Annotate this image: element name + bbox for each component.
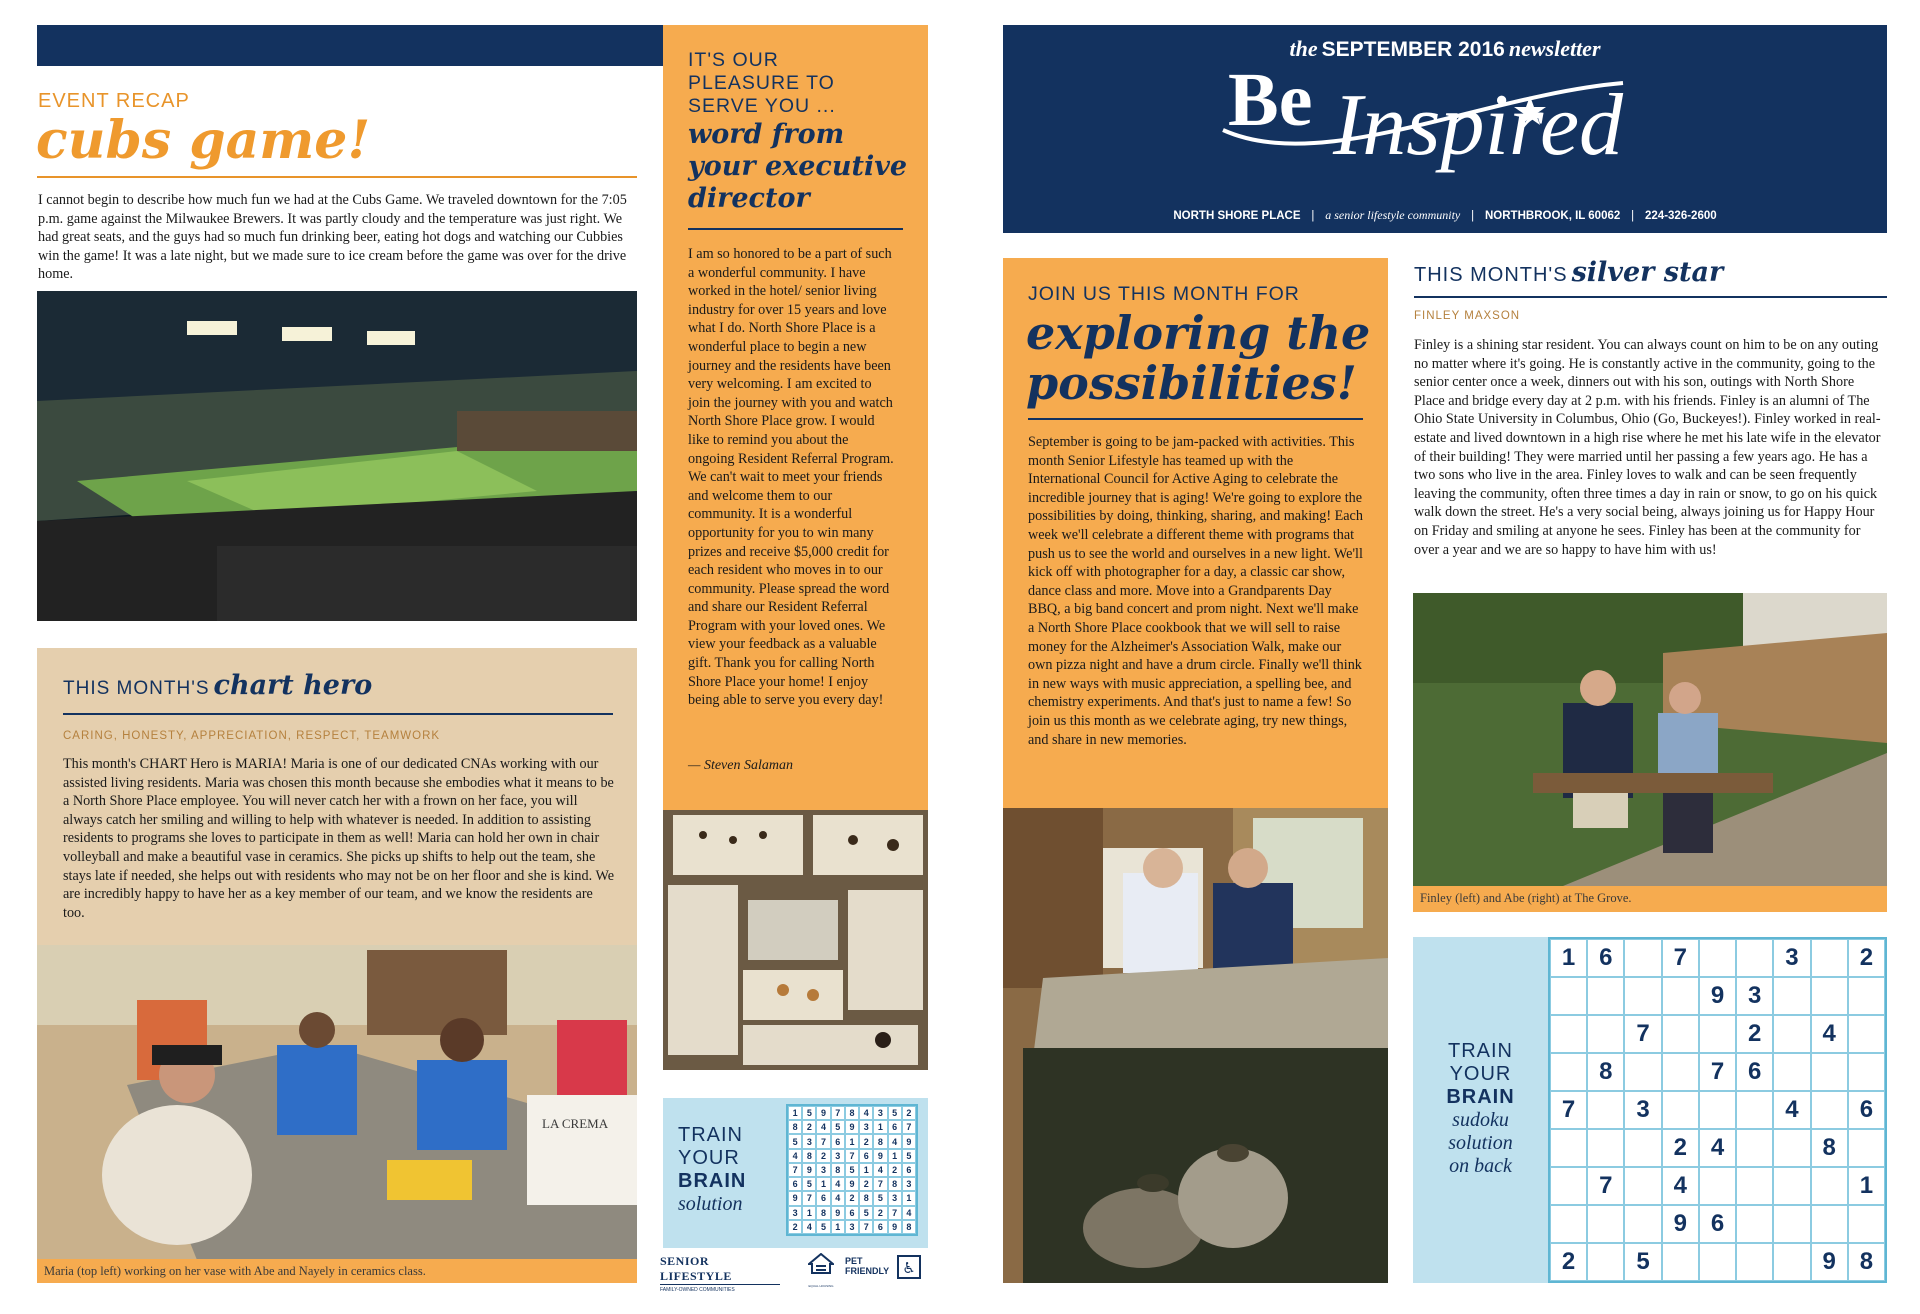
sudoku-cell <box>1736 1205 1773 1243</box>
executive-title-line1: word from <box>688 119 845 150</box>
sudoku-cell <box>1811 1167 1848 1205</box>
sudoku-cell: 2 <box>1848 939 1885 977</box>
mini-sudoku-cell: 4 <box>831 1177 845 1191</box>
mini-sudoku-cell: 2 <box>845 1191 859 1205</box>
mini-sudoku-cell: 1 <box>845 1134 859 1148</box>
mini-sudoku-cell: 7 <box>888 1206 902 1220</box>
sudoku-cell <box>1848 1015 1885 1053</box>
executive-signature: — Steven Salaman <box>688 758 793 773</box>
sudoku-cell <box>1736 1167 1773 1205</box>
sudoku-cell <box>1662 1243 1699 1281</box>
sudoku-cell: 2 <box>1662 1129 1699 1167</box>
sudoku-cell <box>1662 1053 1699 1091</box>
mini-sudoku-cell: 9 <box>816 1106 830 1120</box>
sudoku-cell <box>1624 977 1661 1015</box>
sudoku-cell: 3 <box>1624 1091 1661 1129</box>
sudoku-cell <box>1773 1167 1810 1205</box>
sudoku-cell <box>1848 1053 1885 1091</box>
masthead-sep1: | <box>1311 210 1315 222</box>
silver-star-name: FINLEY MAXSON <box>1414 310 1521 322</box>
sudoku-cell <box>1624 1129 1661 1167</box>
pet-friendly-line1: PET <box>845 1256 863 1266</box>
sudoku-cell: 6 <box>1848 1091 1885 1129</box>
mini-sudoku-cell: 1 <box>873 1120 887 1134</box>
sudoku-cell <box>1699 1091 1736 1129</box>
sudoku-cell: 6 <box>1699 1205 1736 1243</box>
executive-kicker <box>688 49 836 118</box>
mini-sudoku-cell: 1 <box>859 1163 873 1177</box>
sudoku-cell <box>1773 1243 1810 1281</box>
sudoku-cell <box>1550 977 1587 1015</box>
mini-sudoku-cell: 8 <box>802 1149 816 1163</box>
mini-sudoku-cell: 6 <box>788 1177 802 1191</box>
mini-sudoku-cell: 9 <box>902 1134 916 1148</box>
silver-star-title: silver star <box>1571 257 1724 288</box>
train-big-line1: TRAIN <box>1448 1040 1513 1062</box>
sudoku-cell: 2 <box>1550 1243 1587 1281</box>
mini-sudoku-cell: 7 <box>845 1149 859 1163</box>
mini-sudoku-cell: 9 <box>831 1206 845 1220</box>
sudoku-cell: 9 <box>1699 977 1736 1015</box>
sudoku-cell <box>1848 1129 1885 1167</box>
sudoku-cell <box>1624 1053 1661 1091</box>
chart-hero-rule <box>63 713 613 715</box>
sudoku-cell <box>1587 977 1624 1015</box>
mini-sudoku-cell: 7 <box>802 1191 816 1205</box>
mini-sudoku-cell: 9 <box>873 1149 887 1163</box>
explore-title-line1: exploring the <box>1026 306 1371 360</box>
sudoku-cell <box>1699 939 1736 977</box>
mini-sudoku-cell: 2 <box>816 1149 830 1163</box>
mini-sudoku-cell: 4 <box>859 1106 873 1120</box>
executive-body: I am so honored to be a part of such a wonderful community. I have worked in the hotel/ senior living industry for over 15 years and love what I do. North Shore Place is a wonderful place to begin a new journey and the residents have been very welcoming. I am excited to join the journey with you and watch North Shore Place grow. I would like to remind you about the ongoing Resident Referral Program. We can't wait to meet your friends and welcome them to our community. It is a wonderful opportunity for you to win many prizes and receive $5,000 credit for each resident who moves in to our community. Please spread the word and share our Resident Referral Program with your loved ones. We view your feedback as a valuable gift. Thank you for calling North Shore Place your home! I enjoy being able to serve you every day! <box>688 246 894 709</box>
train-big-line2: YOUR <box>1449 1063 1512 1085</box>
cubs-rule <box>37 176 637 178</box>
sudoku-cell: 5 <box>1624 1243 1661 1281</box>
equal-housing-label: EQUAL HOUSING <box>808 1284 834 1288</box>
explore-body: September is going to be jam-packed with activities. This month Senior Lifestyle has teamed up with the International Council for Active Aging to celebrate the incredible journey that is aging! We're going to explore the possibilities by doing, thinking, sharing, and making! Each week we'll celebrate a different theme with programs that push us to see the world and ourselves in a new light. We'll kick off with photographer for a day, a classic car show, dance class and more. Move into a Grandparents Day BBQ, a big band concert and prom night. Next we'll make a North Shore Place cookbook that we will sell to raise money for the Alzheimer's Association Walk, make our own pizza night and have a drum circle. Finally we'll think in new ways with music appreciation, a spelling bee, and chemistry experiments. And that's just to name a few! So join us this month as we celebrate aging, try new things, and share in new memories. <box>1028 434 1363 748</box>
cubs-title: cubs game! <box>36 110 371 171</box>
top-bar-left <box>37 25 663 66</box>
sudoku-cell <box>1811 1205 1848 1243</box>
sudoku-cell <box>1736 939 1773 977</box>
mini-sudoku-cell: 7 <box>788 1163 802 1177</box>
sudoku-cell <box>1848 977 1885 1015</box>
logo-be: Be <box>1228 58 1313 142</box>
chart-hero-kicker: THIS MONTH'S <box>63 678 210 699</box>
accessibility-icon: ♿ <box>897 1255 921 1279</box>
mini-sudoku-cell: 3 <box>831 1149 845 1163</box>
masthead-month: SEPTEMBER 2016 <box>1321 38 1505 61</box>
mini-sudoku-cell: 2 <box>859 1177 873 1191</box>
silver-star-heading <box>1414 257 1723 288</box>
sudoku-cell <box>1811 1091 1848 1129</box>
cubs-kicker: EVENT RECAP <box>38 90 190 112</box>
explore-title <box>1026 308 1370 408</box>
mini-sudoku-cell: 6 <box>902 1163 916 1177</box>
sudoku-cell <box>1587 1129 1624 1167</box>
sudoku-cell <box>1736 1091 1773 1129</box>
mini-sudoku-cell: 8 <box>888 1177 902 1191</box>
ceramics-caption: Maria (top left) working on her vase with Abe and Nayely in ceramics class. <box>44 1264 426 1278</box>
mini-sudoku-cell: 3 <box>845 1220 859 1234</box>
cubs-body: I cannot begin to describe how much fun we had at the Cubs Game. We traveled downtown for the 7:05 p.m. game against the Milwaukee Brewers. It was partly cloudy and the temperature was just right. We had great seats, and the guys had so much fun drinking beer, eating hot dogs and watching our Cubbies win the game! It was a late night, but we made sure to ice cream before the game was over for the drive home. <box>38 192 627 283</box>
mini-sudoku-cell: 5 <box>802 1177 816 1191</box>
mini-sudoku-cell: 3 <box>816 1163 830 1177</box>
sudoku-cell <box>1662 977 1699 1015</box>
mini-sudoku-cell: 4 <box>888 1134 902 1148</box>
sudoku-cell: 6 <box>1587 939 1624 977</box>
mini-sudoku-cell: 6 <box>845 1206 859 1220</box>
sudoku-cell <box>1773 1053 1810 1091</box>
finley-abe-photo <box>1413 593 1887 886</box>
executive-kicker-line3: SERVE YOU ... <box>688 95 836 117</box>
mini-sudoku-cell: 1 <box>802 1206 816 1220</box>
sudoku-cell <box>1550 1167 1587 1205</box>
mini-sudoku-cell: 3 <box>902 1177 916 1191</box>
sudoku-cell <box>1624 1167 1661 1205</box>
sudoku-cell: 8 <box>1811 1129 1848 1167</box>
mini-sudoku-cell: 4 <box>788 1149 802 1163</box>
cubs-stadium-photo <box>37 291 637 621</box>
executive-kicker-line1: IT'S OUR <box>688 49 779 71</box>
sudoku-cell <box>1699 1167 1736 1205</box>
train-small-line3: BRAIN <box>678 1170 747 1192</box>
mini-sudoku-cell: 2 <box>873 1206 887 1220</box>
sudoku-cell <box>1587 1091 1624 1129</box>
logo-inspired: Inspired <box>1333 77 1624 174</box>
mini-sudoku-cell: 8 <box>831 1163 845 1177</box>
chart-hero-values: CARING, HONESTY, APPRECIATION, RESPECT, TEAMWORK <box>63 730 441 742</box>
mini-sudoku-cell: 2 <box>788 1220 802 1234</box>
sudoku-cell <box>1773 977 1810 1015</box>
sudoku-cell <box>1587 1015 1624 1053</box>
silver-star-kicker: THIS MONTH'S <box>1414 264 1568 286</box>
sudoku-cell: 4 <box>1811 1015 1848 1053</box>
sudoku-cell: 7 <box>1624 1015 1661 1053</box>
executive-kicker-line2: PLEASURE TO <box>688 72 835 94</box>
mini-sudoku-cell: 8 <box>902 1220 916 1234</box>
mini-sudoku-cell: 7 <box>902 1120 916 1134</box>
sudoku-cell: 9 <box>1811 1243 1848 1281</box>
sudoku-cell <box>1773 1129 1810 1167</box>
mini-sudoku-cell: 5 <box>888 1106 902 1120</box>
mini-sudoku-cell: 5 <box>873 1191 887 1205</box>
train-big-line3: BRAIN <box>1446 1086 1515 1108</box>
train-small-line2: YOUR <box>678 1147 740 1169</box>
sudoku-cell <box>1550 1205 1587 1243</box>
mini-sudoku-cell: 7 <box>831 1106 845 1120</box>
mini-sudoku-cell: 1 <box>888 1149 902 1163</box>
train-small-line1: TRAIN <box>678 1124 743 1146</box>
sudoku-cell: 7 <box>1699 1053 1736 1091</box>
sudoku-cell: 1 <box>1550 939 1587 977</box>
mini-sudoku-cell: 5 <box>802 1106 816 1120</box>
mini-sudoku-cell: 3 <box>802 1134 816 1148</box>
sudoku-cell: 3 <box>1736 977 1773 1015</box>
mini-sudoku-cell: 9 <box>888 1220 902 1234</box>
pet-friendly-line2: FRIENDLY <box>845 1266 890 1276</box>
masthead-phone: 224-326-2600 <box>1645 210 1717 222</box>
sudoku-cell <box>1811 1053 1848 1091</box>
executive-rule <box>688 228 903 230</box>
mini-sudoku-cell: 3 <box>788 1206 802 1220</box>
mini-sudoku-cell: 5 <box>788 1134 802 1148</box>
mini-sudoku-cell: 5 <box>816 1220 830 1234</box>
masthead-tagline: a senior lifestyle community <box>1325 208 1461 222</box>
mini-sudoku-cell: 3 <box>873 1106 887 1120</box>
mini-sudoku-cell: 2 <box>888 1163 902 1177</box>
silver-star-rule <box>1414 296 1887 298</box>
explore-title-line2: possibilities! <box>1026 356 1357 410</box>
sudoku-cell <box>1773 1015 1810 1053</box>
explore-kicker: JOIN US THIS MONTH FOR <box>1028 283 1300 305</box>
train-brain-big-text <box>1413 1040 1548 1178</box>
mini-sudoku-cell: 1 <box>902 1191 916 1205</box>
mini-sudoku-cell: 1 <box>788 1106 802 1120</box>
masthead-sep3: | <box>1631 210 1635 222</box>
masthead-info-line <box>1003 208 1887 223</box>
sudoku-cell <box>1550 1053 1587 1091</box>
mini-sudoku-cell: 4 <box>902 1206 916 1220</box>
mini-sudoku-cell: 5 <box>845 1163 859 1177</box>
sudoku-cell: 7 <box>1662 939 1699 977</box>
mini-sudoku-cell: 9 <box>845 1120 859 1134</box>
mini-sudoku-cell: 8 <box>816 1206 830 1220</box>
executive-title <box>688 119 907 215</box>
mini-sudoku-cell: 9 <box>788 1191 802 1205</box>
sudoku-cell: 2 <box>1736 1015 1773 1053</box>
mini-sudoku-cell: 8 <box>859 1191 873 1205</box>
sudoku-cell: 7 <box>1587 1167 1624 1205</box>
explore-rule <box>1028 418 1363 420</box>
executive-title-line3: director <box>688 183 810 214</box>
mini-sudoku-cell: 4 <box>831 1191 845 1205</box>
sudoku-cell: 4 <box>1662 1167 1699 1205</box>
sudoku-cell: 3 <box>1773 939 1810 977</box>
sudoku-cell: 7 <box>1550 1091 1587 1129</box>
mini-sudoku-cell: 7 <box>859 1220 873 1234</box>
sudoku-cell <box>1662 1091 1699 1129</box>
train-big-line4: sudoku <box>1452 1109 1509 1131</box>
mini-sudoku-cell: 1 <box>816 1177 830 1191</box>
senior-lifestyle-logo-line1: SENIOR LIFESTYLE <box>660 1254 780 1285</box>
masthead-city: NORTHBROOK, IL 60062 <box>1485 210 1621 222</box>
insect-collection-photo <box>663 810 928 1070</box>
mini-sudoku-cell: 6 <box>816 1191 830 1205</box>
sudoku-cell: 8 <box>1587 1053 1624 1091</box>
mini-sudoku-cell: 9 <box>845 1177 859 1191</box>
mini-sudoku-cell: 7 <box>816 1134 830 1148</box>
sudoku-cell: 4 <box>1773 1091 1810 1129</box>
sudoku-cell: 8 <box>1848 1243 1885 1281</box>
mini-sudoku-cell: 5 <box>859 1206 873 1220</box>
mini-sudoku-cell: 6 <box>831 1134 845 1148</box>
mini-sudoku-cell: 1 <box>831 1220 845 1234</box>
sudoku-cell <box>1587 1205 1624 1243</box>
sudoku-cell: 9 <box>1662 1205 1699 1243</box>
mini-sudoku-cell: 4 <box>816 1120 830 1134</box>
sudoku-grid <box>1548 937 1887 1283</box>
mini-sudoku-cell: 4 <box>802 1220 816 1234</box>
sudoku-cell <box>1699 1243 1736 1281</box>
mini-sudoku-cell: 2 <box>859 1134 873 1148</box>
masthead-sep2: | <box>1471 210 1475 222</box>
mini-sudoku-cell: 3 <box>859 1120 873 1134</box>
mini-sudoku-cell: 3 <box>888 1191 902 1205</box>
mini-sudoku-cell: 6 <box>873 1220 887 1234</box>
mini-sudoku-cell: 8 <box>845 1106 859 1120</box>
mini-sudoku-cell: 9 <box>802 1163 816 1177</box>
train-big-line5: solution <box>1448 1132 1513 1154</box>
mini-sudoku-cell: 8 <box>788 1120 802 1134</box>
mini-sudoku-cell: 5 <box>902 1149 916 1163</box>
senior-lifestyle-logo <box>660 1254 780 1293</box>
sudoku-cell <box>1848 1205 1885 1243</box>
mini-sudoku-cell: 5 <box>831 1120 845 1134</box>
masthead-newsletter: newsletter <box>1508 36 1601 61</box>
chart-hero-title: chart hero <box>213 670 373 701</box>
masthead-the: the <box>1289 36 1318 61</box>
la-crema-sign: LA CREMA <box>542 1116 609 1131</box>
sudoku-cell <box>1736 1243 1773 1281</box>
train-small-line4: solution <box>678 1193 743 1215</box>
mini-sudoku-grid <box>786 1104 918 1236</box>
sudoku-cell <box>1624 1205 1661 1243</box>
mini-sudoku-cell: 2 <box>802 1120 816 1134</box>
sudoku-cell <box>1662 1015 1699 1053</box>
sudoku-cell <box>1736 1129 1773 1167</box>
train-big-line6: on back <box>1449 1155 1512 1177</box>
mini-sudoku-cell: 2 <box>902 1106 916 1120</box>
executive-title-line2: your executive <box>688 151 908 182</box>
be-inspired-logo <box>1003 55 1887 205</box>
masthead-place: NORTH SHORE PLACE <box>1173 210 1301 222</box>
mini-sudoku-cell: 6 <box>888 1120 902 1134</box>
silver-star-body: Finley is a shining star resident. You can always count on him to be on any outing no matter where it's going. He is constantly active in the community, going to the senior center once a week, dinners out with his son, outings with North Shore Place and bridge every day at 2 p.m. with his friends. Finley is an alumni of The Ohio State University in Columbus, Ohio (Go, Buckeyes!). Finley worked in real-estate and lived downtown in a high rise where he met his late wife in the elevator of their building! They were married until her passing a few years ago. He has a two sons who live in the area. Finley loves to walk and can be seen frequently leaving the community, often three times a day in rain or snow, to go on his quick walk down the street. He's a very social being, always joining us for Happy Hour on Friday and smiling at anyone he sees. Finley has been at the community for over a year and we are so happy to have him with us! <box>1414 337 1881 558</box>
sudoku-cell: 6 <box>1736 1053 1773 1091</box>
ceramics-class-photo <box>37 945 637 1260</box>
turtle-pond-photo <box>1003 808 1388 1283</box>
finley-caption: Finley (left) and Abe (right) at The Grove. <box>1420 891 1632 905</box>
sudoku-cell: 1 <box>1848 1167 1885 1205</box>
mini-sudoku-cell: 8 <box>873 1134 887 1148</box>
mini-sudoku-cell: 7 <box>873 1177 887 1191</box>
senior-lifestyle-logo-line2: FAMILY-OWNED COMMUNITIES <box>660 1287 735 1293</box>
sudoku-cell <box>1587 1243 1624 1281</box>
mini-sudoku-cell: 6 <box>859 1149 873 1163</box>
sudoku-cell <box>1811 977 1848 1015</box>
sudoku-cell <box>1699 1015 1736 1053</box>
chart-hero-heading <box>63 670 372 701</box>
train-brain-small-text <box>678 1124 746 1216</box>
chart-hero-body: This month's CHART Hero is MARIA! Maria is one of our dedicated CNAs working with our assisted living residents. Maria was chosen this month because she embodies what it means to be a North Shore Place employee. You will never catch her with a frown on her face, you will always catch her smiling and willing to help with whatever is needed. In addition to assisting residents to programs she loves to participate in them as well! Maria can hold her own in chair volleyball and make a beautiful vase in ceramics. She picks up shifts to help out the team, she stays late if needed, she helps out with residents who may not be on her floor and she is kind. We are incredibly happy to have her as a key member of our team, and we know the residents are too. <box>63 756 615 921</box>
mini-sudoku-cell: 4 <box>873 1163 887 1177</box>
sudoku-cell <box>1550 1129 1587 1167</box>
sudoku-cell <box>1773 1205 1810 1243</box>
sudoku-cell <box>1624 939 1661 977</box>
pet-friendly-icon <box>845 1256 889 1276</box>
sudoku-cell: 4 <box>1699 1129 1736 1167</box>
sudoku-cell <box>1811 939 1848 977</box>
equal-housing-icon <box>808 1253 834 1288</box>
sudoku-cell <box>1550 1015 1587 1053</box>
